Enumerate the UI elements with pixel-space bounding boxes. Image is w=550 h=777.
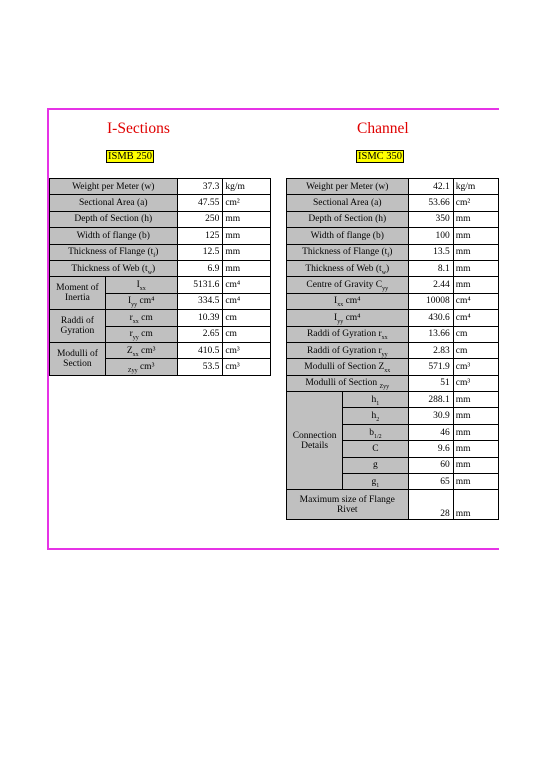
value-cell: 125	[177, 228, 223, 244]
property-cell	[287, 195, 409, 211]
unit-cell: mm	[223, 228, 271, 244]
property-label-suffix: cm⁴	[343, 296, 361, 307]
table-row	[287, 359, 499, 375]
table-row	[50, 195, 271, 211]
table-row	[50, 277, 271, 293]
property-label-text: Thickness of Flange (t	[68, 247, 154, 258]
property-cell	[287, 179, 409, 195]
value-cell: 10008	[408, 293, 453, 309]
property-label-suffix: )	[389, 247, 393, 258]
property-cell	[287, 359, 409, 375]
property-cell	[287, 326, 409, 342]
table-row	[50, 342, 271, 358]
property-label-text: Modulli of Section	[305, 378, 380, 389]
connection-symbol: g	[371, 476, 377, 487]
channel-designation	[356, 151, 404, 162]
unit-cell: cm²	[453, 195, 498, 211]
connection-details-label: Connection Details	[287, 392, 343, 490]
table-row	[50, 310, 271, 326]
connection-symbol: h	[371, 394, 377, 405]
value-cell: 5131.6	[177, 277, 223, 293]
unit-cell: mm	[453, 474, 498, 490]
unit-cell: cm	[453, 326, 498, 342]
connection-symbol-subscript: 1	[376, 482, 380, 489]
unit-cell: cm	[223, 310, 271, 326]
value-cell: 46	[408, 424, 453, 440]
property-label-subscript: xx	[384, 367, 391, 374]
property-cell	[287, 342, 409, 358]
value-cell: 47.55	[177, 195, 223, 211]
unit-cell: mm	[453, 211, 498, 227]
property-cell	[287, 228, 409, 244]
sub-property-label-text: r	[129, 329, 133, 340]
unit-cell: kg/m	[453, 179, 498, 195]
value-cell: 37.3	[177, 179, 223, 195]
sub-property-label-subscript: yy	[132, 335, 139, 342]
property-label-subscript: yy	[337, 318, 344, 325]
table-row	[50, 228, 271, 244]
property-label-subscript: xx	[381, 335, 388, 342]
table-row	[287, 392, 499, 408]
property-label-suffix: )	[155, 247, 159, 258]
table-row	[287, 342, 499, 358]
value-cell: 2.83	[408, 342, 453, 358]
unit-cell: mm	[453, 441, 498, 457]
property-label-text: Thickness of Flange (t	[302, 247, 388, 258]
value-cell: 250	[177, 211, 223, 227]
value-cell: 53.5	[177, 359, 223, 375]
property-label-subscript: yy	[382, 285, 389, 292]
channel-title: Channel	[357, 120, 409, 137]
value-cell: 9.6	[408, 441, 453, 457]
unit-cell: cm⁴	[223, 293, 271, 309]
value-cell: 51	[408, 375, 453, 391]
value-cell: 13.5	[408, 244, 453, 260]
value-cell: 2.44	[408, 277, 453, 293]
table-row	[287, 179, 499, 195]
unit-cell: mm	[223, 211, 271, 227]
property-label-text: Width of flange (b)	[310, 230, 384, 241]
property-cell	[287, 293, 409, 309]
table-row	[50, 260, 271, 276]
sub-property-label-text: I	[136, 280, 140, 291]
value-cell: 42.1	[408, 179, 453, 195]
property-label-subscript: f	[387, 253, 390, 260]
property-label-text: Raddi of Gyration r	[306, 345, 382, 356]
value-cell: 13.66	[408, 326, 453, 342]
property-cell	[50, 260, 178, 276]
unit-cell: mm	[453, 277, 498, 293]
unit-cell: cm³	[223, 359, 271, 375]
connection-symbol-cell	[343, 474, 408, 490]
sub-property-label-subscript: xx	[139, 285, 146, 292]
property-label-text: Weight per Meter (w)	[306, 181, 389, 192]
table-row	[287, 310, 499, 326]
value-cell: 100	[408, 228, 453, 244]
connection-symbol-cell	[343, 408, 408, 424]
property-label-text: I	[334, 312, 338, 323]
connection-symbol-subscript: 1	[376, 400, 380, 407]
ismb-highlight: ISMB 250	[108, 151, 153, 162]
group-label-cell: Moment of Inertia	[50, 277, 106, 310]
property-label-text: Centre of Gravity C	[306, 280, 383, 291]
connection-symbol-cell	[343, 392, 408, 408]
sub-property-label-text: Z	[126, 345, 133, 356]
unit-cell: mm	[453, 228, 498, 244]
table-row	[287, 228, 499, 244]
value-cell: 334.5	[177, 293, 223, 309]
sub-property-label-suffix: cm	[138, 329, 153, 340]
connection-symbol-cell	[343, 424, 408, 440]
property-cell	[287, 375, 409, 391]
value-cell: 350	[408, 211, 453, 227]
connection-symbol-subscript: 2	[376, 417, 380, 424]
unit-cell: mm	[453, 457, 498, 473]
property-cell	[287, 244, 409, 260]
unit-cell: mm	[453, 244, 498, 260]
property-label: Sectional Area (a)	[78, 198, 148, 209]
sub-property-label-text: I	[127, 296, 132, 307]
unit-cell: cm³	[223, 342, 271, 358]
value-cell: 2.65	[177, 326, 223, 342]
property-label-suffix: )	[386, 263, 390, 274]
sub-property-label-subscript: xx	[132, 318, 139, 325]
property-label: Weight per Meter (w)	[72, 181, 155, 192]
table-row	[287, 326, 499, 342]
unit-cell: cm	[453, 342, 498, 358]
connection-symbol: b	[369, 427, 374, 438]
property-label-text: Thickness of Web (t	[305, 263, 382, 274]
property-cell	[287, 260, 409, 276]
ismc-highlight: ISMC 350	[358, 151, 403, 162]
sub-property-label-text: r	[129, 312, 133, 323]
sub-property-label-suffix: cm	[138, 312, 153, 323]
property-label-subscript: Zyy	[379, 384, 390, 391]
property-cell	[287, 277, 409, 293]
sub-property-label-subscript: xx	[132, 351, 139, 358]
sub-property-label-subscript: yy	[131, 302, 138, 309]
property-label-text: Depth of Section (h)	[308, 214, 387, 225]
unit-cell: mm	[223, 260, 271, 276]
connection-symbol: g	[373, 460, 378, 471]
group-label-cell: Raddi of Gyration	[50, 310, 106, 343]
property-cell	[287, 310, 409, 326]
property-label-suffix: )	[152, 263, 156, 274]
value-cell: 28	[408, 490, 453, 520]
property-label-text: I	[334, 296, 338, 307]
property-cell	[50, 179, 178, 195]
value-cell: 430.6	[408, 310, 453, 326]
property-cell	[50, 244, 178, 260]
value-cell: 12.5	[177, 244, 223, 260]
i-section-designation	[106, 151, 154, 162]
property-label-suffix: cm⁴	[343, 312, 361, 323]
sub-property-cell	[105, 359, 177, 375]
property-label-subscript: f	[153, 253, 156, 260]
sub-property-label-subscript: Zyy	[127, 367, 138, 374]
i-section-table	[49, 178, 271, 376]
property-label-subscript: xx	[337, 302, 344, 309]
value-cell: 53.66	[408, 195, 453, 211]
i-sections-title: I-Sections	[107, 120, 170, 137]
value-cell: 65	[408, 474, 453, 490]
unit-cell: kg/m	[223, 179, 271, 195]
sub-property-label-suffix: cm³	[137, 361, 155, 372]
property-cell	[50, 211, 178, 227]
value-cell: 8.1	[408, 260, 453, 276]
table-row	[287, 260, 499, 276]
property-cell	[50, 195, 178, 211]
connection-symbol-subscript: 1/2	[373, 433, 382, 440]
sub-property-cell	[105, 277, 177, 293]
sub-property-cell	[105, 293, 177, 309]
table-row	[287, 277, 499, 293]
sub-property-label-suffix: cm³	[138, 345, 156, 356]
connection-symbol-cell	[343, 457, 408, 473]
unit-cell: mm	[453, 424, 498, 440]
property-label-text: Modulli of Section Z	[304, 361, 385, 372]
table-row	[287, 293, 499, 309]
table-row	[287, 211, 499, 227]
unit-cell: cm⁴	[453, 310, 498, 326]
table-row	[287, 195, 499, 211]
table-row	[287, 490, 499, 520]
unit-cell: cm³	[453, 375, 498, 391]
property-cell	[287, 211, 409, 227]
table-row	[50, 211, 271, 227]
rivet-label-cell: Maximum size of Flange Rivet	[287, 490, 409, 520]
value-cell: 571.9	[408, 359, 453, 375]
table-row	[50, 244, 271, 260]
value-cell: 288.1	[408, 392, 453, 408]
property-label-subscript: w	[147, 269, 153, 276]
value-cell: 30.9	[408, 408, 453, 424]
unit-cell: mm	[223, 244, 271, 260]
unit-cell: mm	[453, 260, 498, 276]
value-cell: 10.39	[177, 310, 223, 326]
property-label-subscript: w	[381, 269, 387, 276]
connection-symbol-cell	[343, 441, 408, 457]
group-label-cell: Modulli of Section	[50, 342, 106, 375]
property-label-text: Sectional Area (a)	[312, 198, 382, 209]
table-row	[50, 179, 271, 195]
property-cell	[50, 228, 178, 244]
property-label-subscript: yy	[381, 351, 388, 358]
connection-symbol: h	[371, 411, 377, 422]
unit-cell: cm⁴	[223, 277, 271, 293]
sub-property-cell	[105, 310, 177, 326]
value-cell: 60	[408, 457, 453, 473]
value-cell: 6.9	[177, 260, 223, 276]
unit-cell: cm⁴	[453, 293, 498, 309]
unit-cell: cm	[223, 326, 271, 342]
property-label: Width of flange (b)	[76, 230, 150, 241]
property-label-text: Raddi of Gyration r	[306, 329, 382, 340]
table-row	[287, 244, 499, 260]
unit-cell: mm	[453, 408, 498, 424]
channel-table	[286, 178, 499, 520]
table-row	[287, 375, 499, 391]
unit-cell: cm³	[453, 359, 498, 375]
property-label: Depth of Section (h)	[74, 214, 153, 225]
unit-cell: mm	[453, 392, 498, 408]
unit-cell: mm	[453, 490, 498, 520]
connection-symbol: C	[372, 443, 379, 454]
unit-cell: cm²	[223, 195, 271, 211]
sub-property-label-suffix: cm⁴	[137, 296, 155, 307]
property-label-text: Thickness of Web (t	[71, 263, 148, 274]
sub-property-cell	[105, 342, 177, 358]
sub-property-cell	[105, 326, 177, 342]
value-cell: 410.5	[177, 342, 223, 358]
